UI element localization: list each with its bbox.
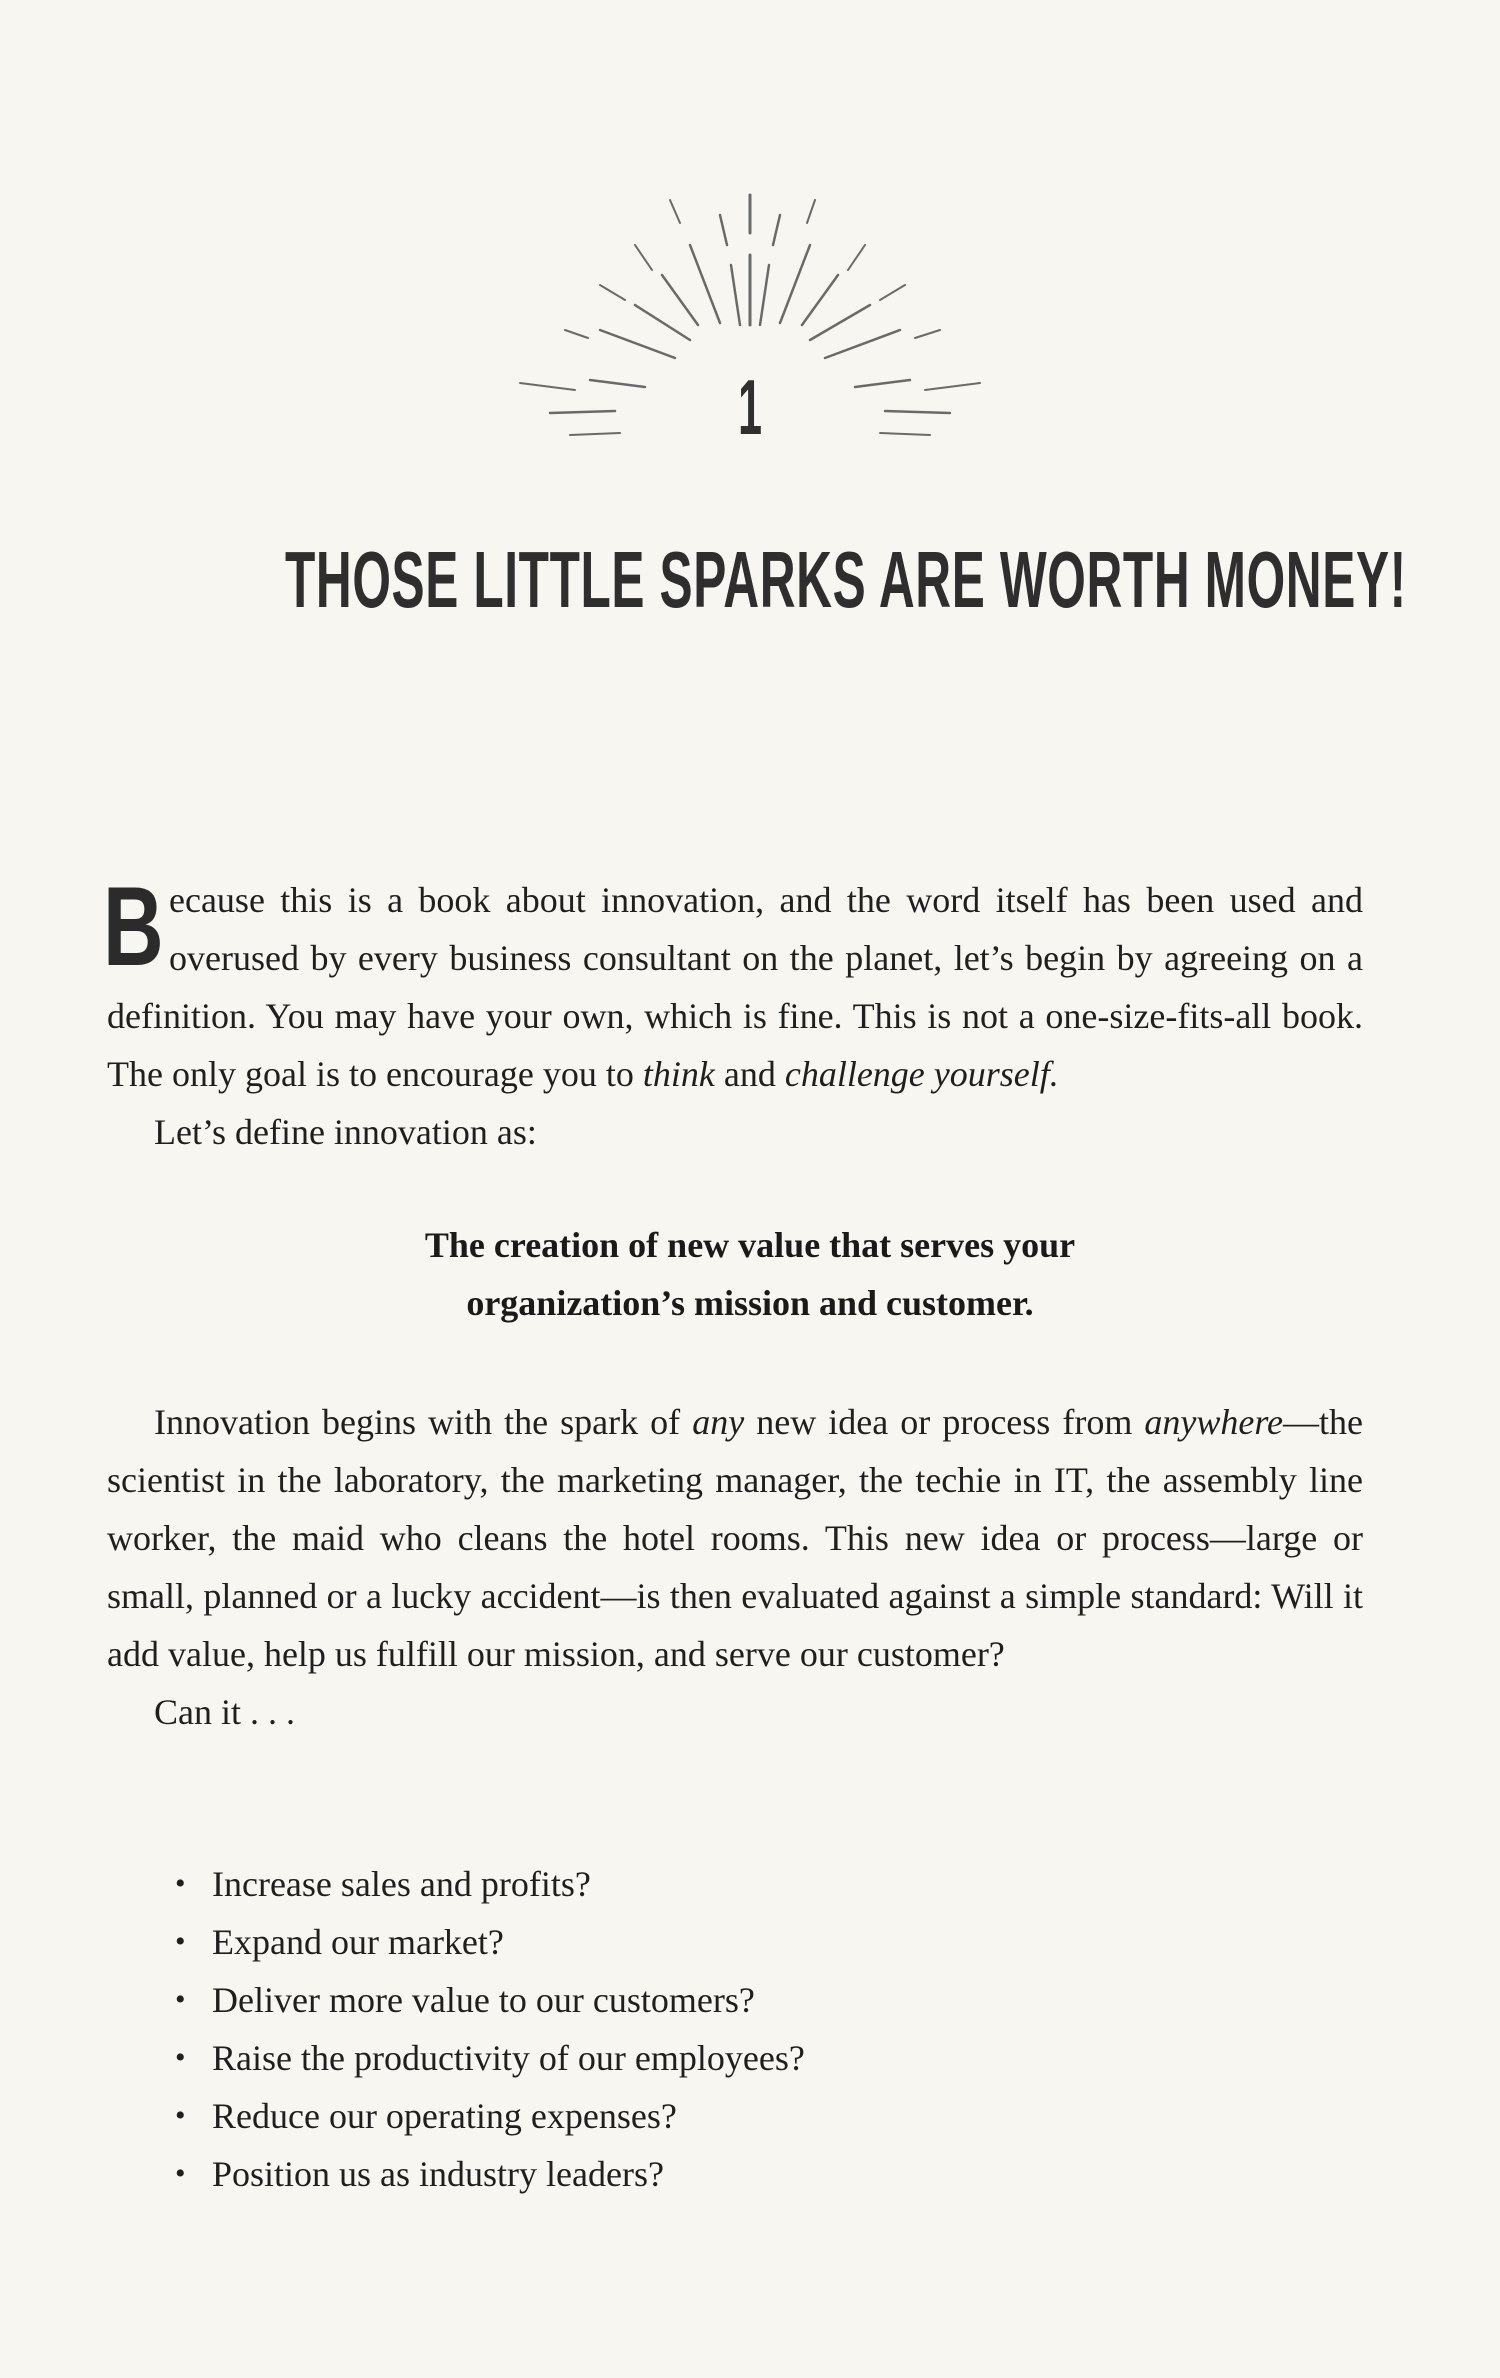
drop-cap: B	[103, 864, 164, 989]
chapter-number: 1	[738, 363, 762, 451]
question-list	[175, 1855, 805, 2203]
definition-line-1: The creation of new value that serves your	[424, 1225, 1076, 1265]
intro-emphasis-think: think	[642, 1054, 715, 1094]
main-text-2: new idea or process from	[744, 1402, 1145, 1442]
list-item: • Reduce our operating expenses?	[175, 2087, 805, 2145]
chapter-title: THOSE LITTLE SPARKS ARE WORTH MONEY!	[285, 535, 1407, 624]
definition-line-2: organization’s mission and customer.	[466, 1283, 1034, 1323]
list-item: • Increase sales and profits?	[175, 1855, 805, 1913]
intro-emphasis-challenge: challenge yourself.	[784, 1054, 1059, 1094]
intro-text-2: and	[714, 1054, 785, 1094]
intro-paragraph	[103, 864, 1363, 1103]
main-emphasis-anywhere: anywhere	[1144, 1402, 1283, 1442]
list-item: • Position us as industry leaders?	[175, 2145, 805, 2203]
intro-text-1: ecause this is a book about innovation, and the word itself has been used and overused by every business consultant on the planet, let’s begin by agreeing on a definition. You may have your own, which is fine. This is not a one-size-fits-all book. The only goal is to encourage you to	[107, 880, 1363, 1094]
main-text-1: Innovation begins with the spark of	[154, 1402, 693, 1442]
list-item: • Deliver more value to our customers?	[175, 1971, 805, 2029]
list-item: • Raise the productivity of our employees?	[175, 2029, 805, 2087]
main-section	[107, 1393, 1363, 1741]
define-paragraph: Let’s define innovation as:	[154, 1112, 537, 1152]
definition-block	[0, 1216, 1500, 1332]
innovation-paragraph	[107, 1393, 1363, 1683]
list-item: • Expand our market?	[175, 1913, 805, 1971]
main-text-3: —the scientist in the laboratory, the marketing manager, the techie in IT, the assembly line worker, the maid who cleans the hotel rooms. This new idea or process—large or small, planned or a lucky accident—is then evaluated against a simple standard: Will it add value, help us fulfill our mission, and serve our customer?	[107, 1402, 1363, 1674]
intro-section	[103, 864, 1363, 1161]
main-emphasis-any: any	[692, 1402, 745, 1442]
can-it-paragraph: Can it . . .	[154, 1692, 295, 1732]
